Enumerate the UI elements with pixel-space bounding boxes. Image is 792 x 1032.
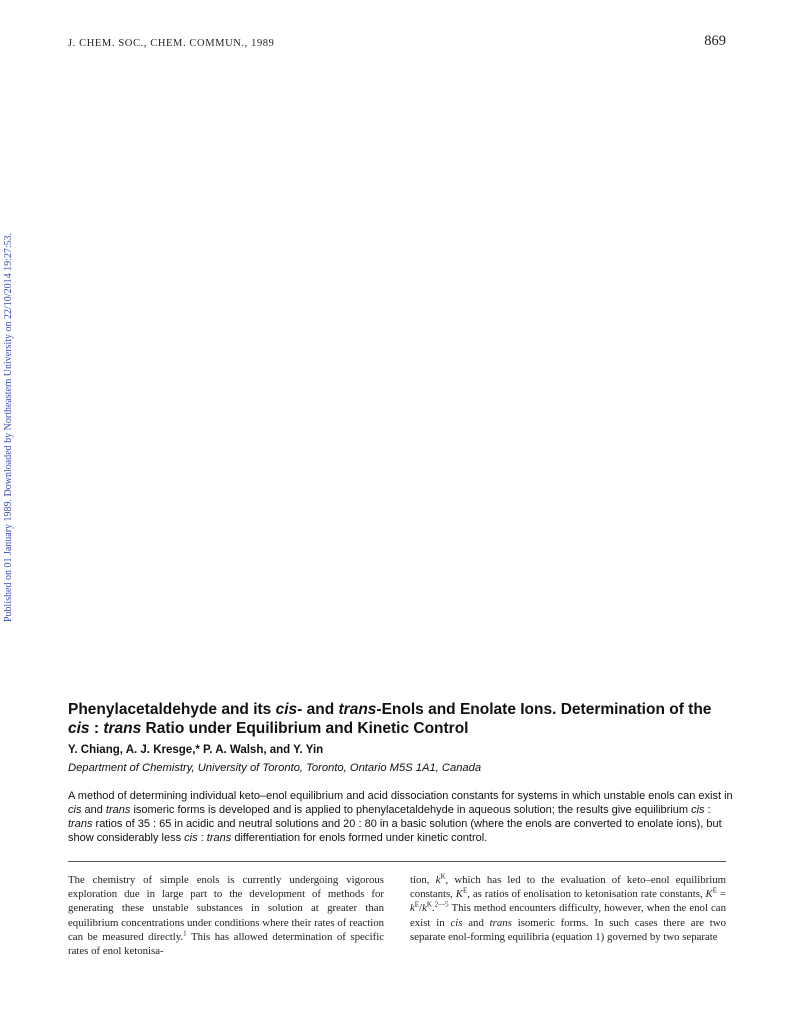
reference-1[interactable]: 1: [183, 929, 187, 938]
publication-side-note-text[interactable]: Published on 01 January 1989. Downloaded by Northeastern University on 22/10/2014 19:27:53.: [3, 232, 14, 622]
body-column-left: The chemistry of simple enols is currently undergoing vigorous exploration due in large part to the development of methods for generating these unstable substances in solution at greater than equilibrium concentrations under conditions where their rates of reaction can be measured directly.$^1$ This has allowed determination of specific rates of enol ketonisa-: [68, 874, 384, 958]
abstract-divider: [68, 861, 726, 862]
page-number: 869: [704, 33, 726, 49]
abstract: A method of determining individual keto–enol equilibrium and acid dissociation constants for systems in which unstable enols can exist in cis and trans isomeric forms is developed and is applied to phenylacetaldehyde in aqueous solution; the results give equilibrium cis : trans ratios of 35 : 65 in acidic and neutral solutions and 20 : 80 in a basic solution (where the enols are converted to enolate ions), but show considerably less cis : trans differentiation for enols formed under kinetic control.: [68, 790, 733, 844]
reference-2-5[interactable]: 2—5: [434, 900, 449, 909]
article-title: Phenylacetaldehyde and its cis- and trans-Enols and Enolate Ions. Determination of the cis : trans Ratio under Equilibrium and Kinetic Control: [68, 701, 712, 737]
author-list: Y. Chiang, A. J. Kresge,* P. A. Walsh, and Y. Yin: [68, 744, 324, 756]
running-head: J. CHEM. SOC., CHEM. COMMUN., 1989: [68, 38, 275, 49]
body-column-right: tion, $k^K$, which has led to the evaluation of keto–enol equilibrium constants, $K^E$, as ratios of enolisation to ketonisation rate constants, $K^E = k^E/k^K.^{2—5}$ This method encounters difficulty, however, when the enol can exist in cis and trans isomeric forms. In such cases there are two separate enol-forming equilibria (equation 1) governed by two separate: [410, 872, 727, 943]
publication-side-note: [3, 190, 15, 630]
affiliation: Department of Chemistry, University of Toronto, Toronto, Ontario M5S 1A1, Canada: [68, 762, 482, 774]
